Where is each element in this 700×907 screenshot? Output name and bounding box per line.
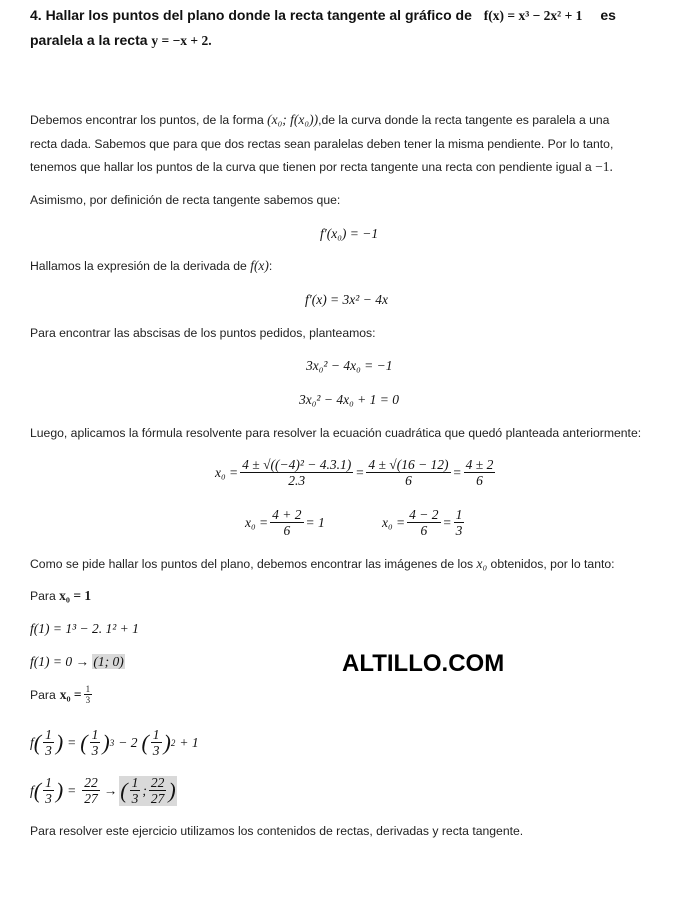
title-text-2: es — [600, 7, 616, 23]
root1-rhs: = 1 — [305, 515, 325, 530]
resolvent-den-2: 6 — [405, 473, 412, 488]
root1-frac — [270, 508, 303, 538]
case2-eval-term1 — [90, 728, 101, 758]
case2-eval-term1-num: 1 — [91, 727, 99, 742]
case2-eval-term2-den: 3 — [152, 743, 160, 758]
case2-result-arg-num: 1 — [45, 775, 52, 790]
paragraph-7: Luego, aplicamos la fórmula resolvente para resolver la ecuación cuadrática que quedó planteada anteriormente: — [30, 426, 642, 440]
p3-text: tenemos que hallar los puntos de la curva que tienen por recta tangente una recta con pendiente igual a — [30, 160, 592, 174]
root-1 — [245, 508, 325, 538]
resolvent-den-3: 6 — [476, 473, 483, 488]
problem-title — [30, 2, 616, 29]
closing-paragraph: Para resolver este ejercicio utilizamos los contenidos de rectas, derivadas y recta tangente. — [30, 824, 524, 838]
p8-text-b: obtenidos, por lo tanto: — [490, 557, 615, 571]
equation-deriv-def: f′(x₀) = −1 — [320, 226, 379, 241]
p8-var: x₀ — [476, 556, 488, 571]
case2-point-x-num: 1 — [131, 775, 139, 790]
paragraph-1 — [30, 112, 609, 128]
case2-eval-term2-num: 1 — [152, 727, 160, 742]
paragraph-2: recta dada. Sabemos que para que dos rectas sean paralelas deben tener la misma pendiente. Por lo tanto, — [30, 137, 614, 151]
paragraph-6: Para encontrar las abscisas de los puntos pedidos, planteamos: — [30, 326, 376, 340]
resolvent-num-2: 4 ± √(16 − 12) — [368, 457, 449, 472]
root2-frac — [407, 508, 440, 538]
case-1-eval: f(1) = 1³ − 2. 1² + 1 — [30, 621, 139, 636]
p5-function: f(x) — [250, 258, 269, 273]
case2-var: x₀ = — [59, 686, 82, 702]
resolvent-lhs: x₀ = — [215, 465, 239, 480]
equation-derivative: f′(x) = 3x² − 4x — [305, 292, 388, 307]
paragraph-3 — [30, 159, 613, 175]
equation-1: 3x₀² − 4x₀ = −1 — [306, 358, 393, 373]
case2-point-y-den: 27 — [150, 791, 165, 806]
title-text-3: paralela a la recta — [30, 32, 148, 48]
watermark: ALTILLO.COM — [342, 650, 505, 677]
p1-text-a: Debemos encontrar los puntos, de la forma — [30, 113, 264, 127]
case-1-label — [30, 588, 91, 604]
case2-point-y-num: 22 — [150, 775, 165, 790]
case2-eval-arg — [43, 728, 54, 758]
root2-result — [454, 508, 465, 538]
case2-result-value-num: 22 — [84, 775, 98, 790]
case2-result-value-den: 27 — [84, 791, 98, 806]
root1-lhs: x₀ = — [245, 515, 269, 530]
case2-result-value — [82, 776, 100, 806]
root2-num: 4 − 2 — [409, 507, 439, 522]
case1-result-text: f(1) = 0 → — [30, 654, 89, 669]
case2-eval-term1-den: 3 — [91, 743, 99, 758]
case2-point-x — [130, 776, 141, 806]
root2-lhs: x₀ = — [382, 515, 406, 530]
case2-eval-arg-num: 1 — [45, 727, 52, 742]
resolvent-frac-1 — [240, 458, 353, 488]
resolvent-num-3: 4 ± 2 — [465, 457, 494, 472]
case2-label-text: Para — [30, 687, 56, 702]
case-2-eval: f ( $\frac{1}{3}$ ) = ( $\frac{1}{3}$ ) 3 − 2 ( $\frac{1}{3}$ ) 2 + 1 — [30, 727, 199, 758]
case-2-result: f ( $\frac{1}{3}$ ) = $\frac{22}{27}$ → ( $\frac{1}{3}$ ; $\frac{22}{27}$ ) — [30, 775, 176, 806]
p5-colon: : — [268, 259, 273, 273]
paragraph-5 — [30, 258, 272, 274]
case1-var: x₀ = 1 — [59, 588, 92, 603]
p5-text: Hallamos la expresión de la derivada de — [30, 259, 247, 273]
resolvent-frac-2 — [366, 458, 450, 488]
root2-result-den: 3 — [455, 523, 463, 538]
root-2: x₀ = $\frac{4 - 2}{6}$ = $\frac{1}{3}$ — [382, 507, 463, 538]
root2-result-num: 1 — [455, 507, 463, 522]
p8-text-a: Como se pide hallar los puntos del plano, debemos encontrar las imágenes de los — [30, 557, 474, 571]
resolvent-frac-3 — [464, 458, 496, 488]
root2-den: 6 — [420, 523, 428, 538]
case2-point-x-den: 3 — [131, 791, 139, 806]
paragraph-4: Asimismo, por definición de recta tangente sabemos que: — [30, 193, 341, 207]
case2-point: ( $\frac{1}{3}$ ; $\frac{22}{27}$ ) — [120, 775, 176, 806]
title-function: f(x) = x³ − 2x² + 1 — [483, 8, 583, 23]
case2-result-arg — [43, 776, 54, 806]
case2-point-y — [149, 776, 167, 806]
resolvent-num-1: 4 ± √((−4)² − 4.3.1) — [242, 457, 352, 472]
case2-frac-num: 1 — [85, 684, 91, 694]
case2-frac-den: 3 — [85, 695, 91, 705]
case2-eval-arg-den: 3 — [45, 743, 52, 758]
problem-title-line2 — [30, 27, 212, 54]
case-1-result — [30, 654, 125, 670]
root1-num: 4 + 2 — [272, 507, 302, 522]
equation-2: 3x₀² − 4x₀ + 1 = 0 — [299, 392, 399, 407]
title-line-eq: y = −x + 2. — [151, 33, 212, 48]
case1-label-text: Para — [30, 589, 56, 603]
resolvent-formula: x₀ = $\frac{\text{4 ± √((−4)² − 4.3.1)}}{2.3}$ = $\frac{4 \pm √(16 - 12)}{6}$ = $\frac{4 \pm 2}{6}$ — [215, 457, 494, 488]
p1-point: (x₀; f(x₀)) — [267, 112, 319, 127]
case-2-label — [30, 684, 94, 705]
case2-eval-term2 — [151, 728, 162, 758]
p1-text-b: ,de la curva donde la recta tangente es paralela a una — [318, 113, 610, 127]
resolvent-den-1: 2.3 — [288, 473, 306, 488]
case1-point: (1; 0) — [93, 654, 124, 669]
p3-value: −1. — [595, 159, 613, 174]
case2-frac — [84, 684, 93, 705]
root1-den: 6 — [283, 523, 291, 538]
title-text-1: 4. Hallar los puntos del plano donde la recta tangente al gráfico de — [30, 7, 472, 23]
case2-result-arg-den: 3 — [45, 791, 52, 806]
paragraph-8 — [30, 556, 615, 572]
